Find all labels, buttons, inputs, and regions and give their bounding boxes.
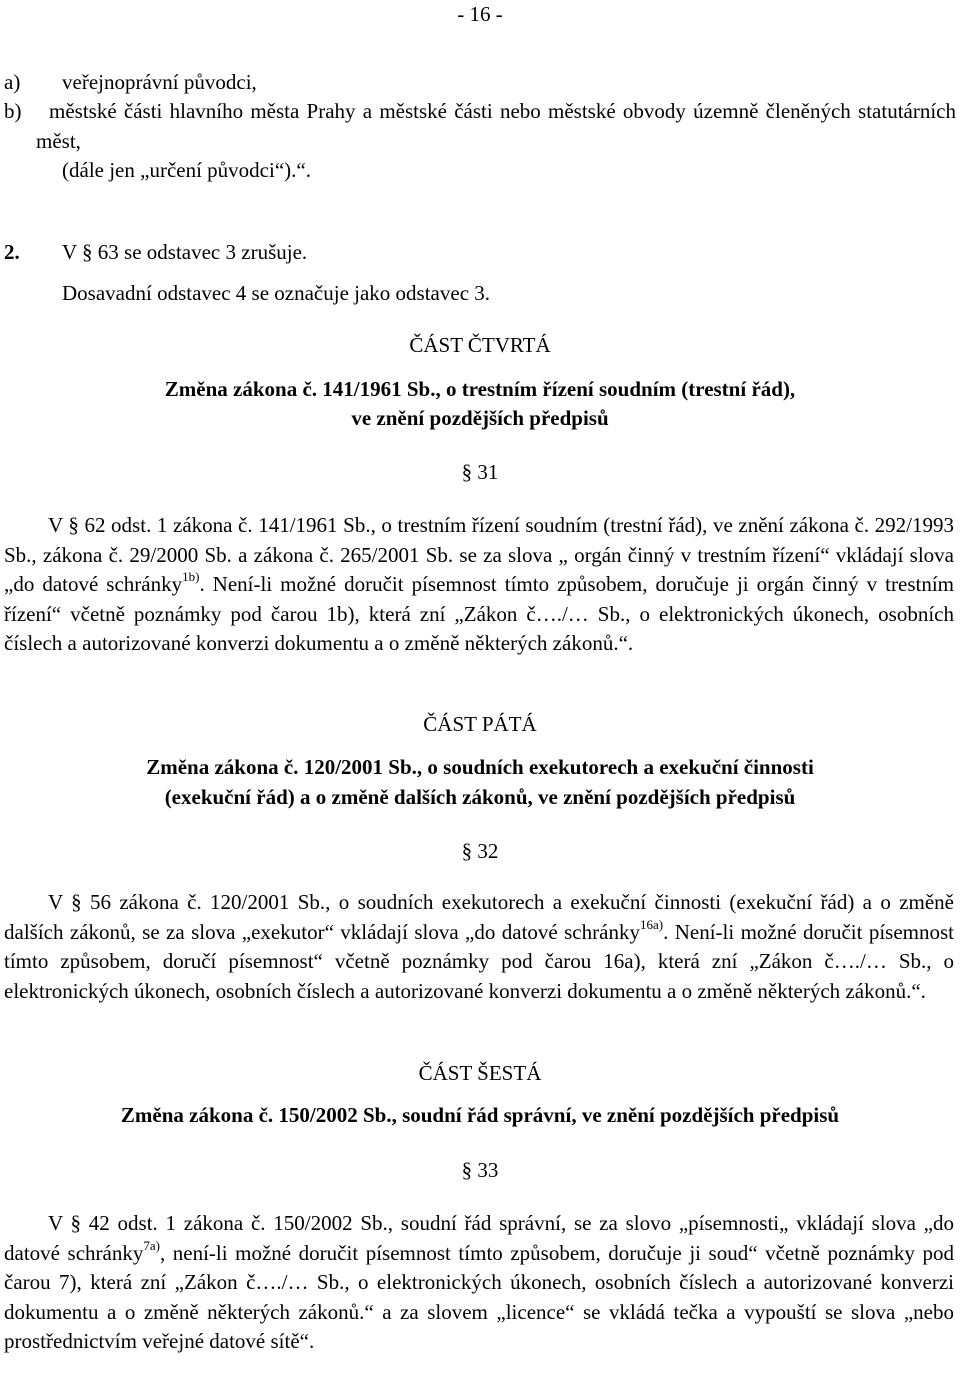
point-2-number: 2. (4, 240, 20, 264)
part5-title-line1: Změna zákona č. 120/2001 Sb., o soudních exekutorech a exekuční činnosti (146, 755, 814, 779)
footnote-ref-1b: 1b) (182, 569, 200, 584)
part5-paragraph-text: V § 56 zákona č. 120/2001 Sb., o soudních exekutorech a exekuční činnosti (exekuční řád) a o změně dalších zákonů, se za slova „exekutor“ vkládají slova „do datové schránky (4, 890, 954, 944)
part5-section: § 32 (461, 839, 499, 863)
part4-title-line2: ve znění pozdějších předpisů (351, 406, 609, 430)
part5-heading: ČÁST PÁTÁ (423, 712, 537, 736)
list-text-a: veřejnoprávní původci, (62, 70, 257, 94)
list-item-a (4, 68, 956, 98)
part6-paragraph-text: V § 42 odst. 1 zákona č. 150/2002 Sb., soudní řád správní, se za slovo „písemnosti„ vkládají slova „do datové schránky (4, 1211, 954, 1265)
part5-title-line2: (exekuční řád) a o změně dalších zákonů, ve znění pozdějších předpisů (164, 785, 796, 809)
part4-section: § 31 (461, 460, 499, 484)
footnote-ref-7a: 7a) (143, 1237, 160, 1253)
page-number: - 16 - (457, 2, 503, 26)
footnote-ref-16a: 16a) (639, 916, 664, 932)
point-2-line1: V § 63 se odstavec 3 zrušuje. (62, 240, 308, 264)
list-label-a: a) (4, 70, 21, 94)
part5-paragraph (4, 888, 954, 1006)
part4-title-line1: Změna zákona č. 141/1961 Sb., o trestním řízení soudním (trestní řád), (164, 377, 796, 401)
part6-paragraph (4, 1209, 954, 1357)
list-text-b: městské části hlavního města Prahy a městské části nebo městské obvody územně členěných statutárních měst, (36, 99, 956, 153)
part4-paragraph-text-cont: . Není-li možné doručit písemnost tímto způsobem, doručuje ji orgán činný v trestním řízení“ včetně poznámky pod čarou 1b), která zní „Zákon č…./… Sb., o elektronických úkonech, osobních číslech a autorizované konverzi dokumentu a o změně některých zákonů.“. (4, 572, 954, 655)
part6-title-line1: Změna zákona č. 150/2002 Sb., soudní řád správní, ve znění pozdějších předpisů (120, 1103, 840, 1127)
part5-paragraph-text-cont: . Není-li možné doručit písemnost tímto způsobem, doručí písemnost“ včetně poznámky pod čarou 16a), která zní „Zákon č…./… Sb., o elektronických úkonech, osobních číslech a autorizované konverzi dokumentu a o změně některých zákonů.“. (4, 919, 954, 1003)
part6-paragraph-text-cont: , není-li možné doručit písemnost tímto způsobem, doručuje ji soud“ včetně poznámky pod čarou 7), která zní „Zákon č…./… Sb., o elektronických úkonech, osobních číslech a autorizované konverzi dokumentu a o změně některých zákonů.“ a za slovem „licence“ se vkládá tečka a vypouští se slova „nebo prostřednictvím veřejné datové sítě“. (4, 1240, 954, 1353)
point-2 (4, 238, 904, 268)
list-label-b: b) (4, 99, 22, 123)
part6-section: § 33 (461, 1158, 499, 1182)
list-item-b (4, 97, 956, 156)
part6-heading: ČÁST ŠESTÁ (418, 1061, 542, 1085)
part4-heading: ČÁST ČTVRTÁ (409, 333, 551, 357)
part4-paragraph-text: V § 62 odst. 1 zákona č. 141/1961 Sb., o trestním řízení soudním (trestní řád), ve znění zákona č. 292/1993 Sb., zákona č. 29/2000 Sb. a zákona č. 265/2001 Sb. se za slova „ orgán činný v trestním řízení“ vkládají slova „do datové schránky (4, 513, 954, 596)
part4-paragraph (4, 511, 954, 659)
list-closing: (dále jen „určení původci“).“. (62, 158, 311, 182)
point-2-line2: Dosavadní odstavec 4 se označuje jako odstavec 3. (62, 281, 491, 305)
